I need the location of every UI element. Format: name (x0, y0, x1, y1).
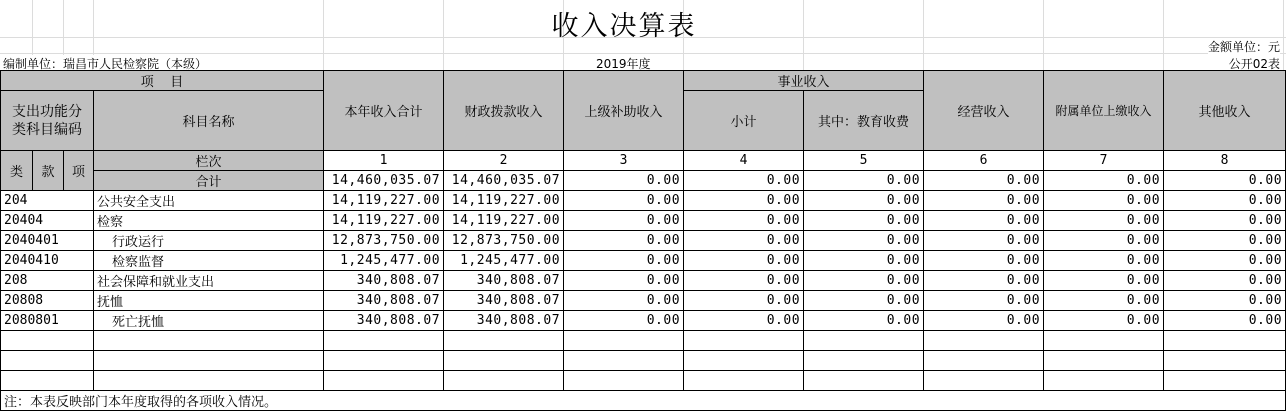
header-item: 项 目 (1, 71, 324, 91)
amount-cell: 0.00 (924, 231, 1044, 251)
empty-cell (924, 371, 1044, 391)
income-table (0, 70, 1286, 411)
empty-cell (564, 351, 684, 371)
amount-cell: 0.00 (564, 231, 684, 251)
table-row (1, 211, 1286, 231)
subject-name-cell: 检察 (94, 211, 324, 231)
amount-cell: 0.00 (564, 191, 684, 211)
function-code-cell: 2080801 (1, 311, 94, 331)
subject-name-cell: 行政运行 (94, 231, 324, 251)
empty-cell (1, 331, 94, 351)
amount-cell: 0.00 (684, 251, 804, 271)
function-code-cell: 204 (1, 191, 94, 211)
empty-cell (444, 351, 564, 371)
table-row (1, 231, 1286, 251)
amount-cell: 340,808.07 (324, 291, 444, 311)
empty-cell (564, 331, 684, 351)
amount-cell: 0.00 (564, 291, 684, 311)
function-code-cell: 20808 (1, 291, 94, 311)
amount-cell: 1,245,477.00 (324, 251, 444, 271)
header-total-income: 本年收入合计 (324, 71, 444, 151)
amount-cell: 0.00 (1164, 311, 1286, 331)
empty-cell (1164, 351, 1286, 371)
amount-cell: 0.00 (564, 251, 684, 271)
amount-cell: 0.00 (1164, 291, 1286, 311)
column-number: 3 (564, 151, 684, 171)
empty-cell (684, 351, 804, 371)
empty-cell (324, 371, 444, 391)
amount-cell: 340,808.07 (444, 311, 564, 331)
amount-cell: 14,119,227.00 (324, 191, 444, 211)
fiscal-year-label: 2019年度 (596, 57, 651, 71)
amount-cell: 0.00 (1044, 271, 1164, 291)
empty-cell (444, 331, 564, 351)
subject-name-cell: 公共安全支出 (94, 191, 324, 211)
column-number: 5 (804, 151, 924, 171)
amount-cell: 0.00 (564, 311, 684, 331)
empty-cell (924, 331, 1044, 351)
empty-cell (94, 331, 324, 351)
empty-cell (1044, 351, 1164, 371)
header-other-income: 其他收入 (1164, 71, 1286, 151)
amount-cell: 0.00 (564, 211, 684, 231)
amount-cell: 0.00 (1164, 251, 1286, 271)
table-note: 注：本表反映部门本年度取得的各项收入情况。 (1, 391, 1286, 411)
amount-cell: 0.00 (804, 211, 924, 231)
amount-cell: 0.00 (1164, 211, 1286, 231)
amount-cell: 340,808.07 (324, 271, 444, 291)
subject-name-cell: 死亡抚恤 (94, 311, 324, 331)
empty-cell (684, 371, 804, 391)
header-affiliated-income: 附属单位上缴收入 (1044, 71, 1164, 151)
amount-cell: 0.00 (684, 191, 804, 211)
amount-cell: 0.00 (1044, 211, 1164, 231)
total-value: 0.00 (1164, 171, 1286, 191)
empty-cell (804, 371, 924, 391)
table-number-label: 公开02表 (1228, 57, 1280, 71)
page-title: 收入决算表 (551, 11, 697, 42)
column-number: 1 (324, 151, 444, 171)
header-public-institution-income: 事业收入 (684, 71, 924, 91)
total-value: 0.00 (684, 171, 804, 191)
amount-cell: 0.00 (1044, 291, 1164, 311)
total-value: 14,460,035.07 (324, 171, 444, 191)
amount-cell: 0.00 (804, 191, 924, 211)
amount-cell: 0.00 (804, 231, 924, 251)
total-value: 14,460,035.07 (444, 171, 564, 191)
empty-cell (1044, 371, 1164, 391)
empty-cell (684, 331, 804, 351)
organization-label: 编制单位：瑞昌市人民检察院（本级） (3, 57, 208, 71)
amount-cell: 340,808.07 (444, 271, 564, 291)
subject-name-cell: 社会保障和就业支出 (94, 271, 324, 291)
amount-cell: 0.00 (684, 231, 804, 251)
amount-cell: 340,808.07 (444, 291, 564, 311)
amount-cell: 340,808.07 (324, 311, 444, 331)
amount-cell: 0.00 (924, 311, 1044, 331)
empty-cell (1044, 331, 1164, 351)
amount-cell: 0.00 (684, 211, 804, 231)
subject-name-cell: 检察监督 (94, 251, 324, 271)
header-subtotal: 小计 (684, 91, 804, 151)
amount-cell: 0.00 (1164, 231, 1286, 251)
empty-cell (1164, 371, 1286, 391)
header-superior-subsidy: 上级补助收入 (564, 71, 684, 151)
header-operating-income: 经营收入 (924, 71, 1044, 151)
amount-cell: 0.00 (804, 311, 924, 331)
amount-cell: 0.00 (684, 271, 804, 291)
empty-row (1, 371, 1286, 391)
amount-cell: 0.00 (684, 311, 804, 331)
empty-cell (324, 331, 444, 351)
amount-cell: 12,873,750.00 (444, 231, 564, 251)
header-fiscal-appropriation: 财政拨款收入 (444, 71, 564, 151)
empty-cell (444, 371, 564, 391)
header-subject-name: 科目名称 (94, 91, 324, 151)
header-kuan: 款 (33, 151, 64, 191)
amount-cell: 0.00 (564, 271, 684, 291)
table-row (1, 271, 1286, 291)
header-xiang: 项 (64, 151, 94, 191)
amount-cell: 12,873,750.00 (324, 231, 444, 251)
amount-cell: 0.00 (1044, 191, 1164, 211)
function-code-cell: 208 (1, 271, 94, 291)
function-code-cell: 2040410 (1, 251, 94, 271)
header-education-fees: 其中：教育收费 (804, 91, 924, 151)
column-number: 6 (924, 151, 1044, 171)
amount-cell: 0.00 (684, 291, 804, 311)
amount-cell: 0.00 (924, 191, 1044, 211)
amount-cell: 1,245,477.00 (444, 251, 564, 271)
empty-cell (324, 351, 444, 371)
table-row (1, 311, 1286, 331)
empty-cell (1164, 331, 1286, 351)
empty-cell (1, 351, 94, 371)
totals-row (1, 171, 1286, 191)
function-code-cell: 2040401 (1, 231, 94, 251)
total-value: 0.00 (804, 171, 924, 191)
amount-cell: 0.00 (1044, 231, 1164, 251)
column-number: 4 (684, 151, 804, 171)
total-value: 0.00 (924, 171, 1044, 191)
amount-cell: 0.00 (1044, 311, 1164, 331)
amount-cell: 0.00 (1164, 191, 1286, 211)
empty-cell (564, 371, 684, 391)
amount-cell: 0.00 (924, 251, 1044, 271)
amount-cell: 0.00 (924, 271, 1044, 291)
amount-cell: 0.00 (804, 251, 924, 271)
amount-unit-label: 金额单位：元 (1207, 40, 1280, 54)
table-row (1, 291, 1286, 311)
empty-cell (804, 331, 924, 351)
total-value: 0.00 (1044, 171, 1164, 191)
empty-cell (804, 351, 924, 371)
amount-cell: 0.00 (1164, 271, 1286, 291)
function-code-cell: 20404 (1, 211, 94, 231)
amount-cell: 0.00 (924, 291, 1044, 311)
empty-cell (94, 351, 324, 371)
amount-cell: 14,119,227.00 (444, 191, 564, 211)
amount-cell: 0.00 (804, 291, 924, 311)
empty-row (1, 331, 1286, 351)
amount-cell: 14,119,227.00 (324, 211, 444, 231)
header-column-index-label: 栏次 (94, 151, 324, 171)
column-number: 8 (1164, 151, 1286, 171)
table-row (1, 191, 1286, 211)
column-number: 7 (1044, 151, 1164, 171)
amount-cell: 0.00 (924, 211, 1044, 231)
empty-cell (1, 371, 94, 391)
amount-cell: 14,119,227.00 (444, 211, 564, 231)
empty-row (1, 351, 1286, 371)
totals-label: 合计 (94, 171, 324, 191)
amount-cell: 0.00 (1044, 251, 1164, 271)
subject-name-cell: 抚恤 (94, 291, 324, 311)
empty-cell (94, 371, 324, 391)
empty-cell (924, 351, 1044, 371)
note-row (1, 391, 1286, 411)
column-number: 2 (444, 151, 564, 171)
header-lei: 类 (1, 151, 33, 191)
total-value: 0.00 (564, 171, 684, 191)
table-row (1, 251, 1286, 271)
header-function-code: 支出功能分类科目编码 (1, 91, 94, 151)
amount-cell: 0.00 (804, 271, 924, 291)
